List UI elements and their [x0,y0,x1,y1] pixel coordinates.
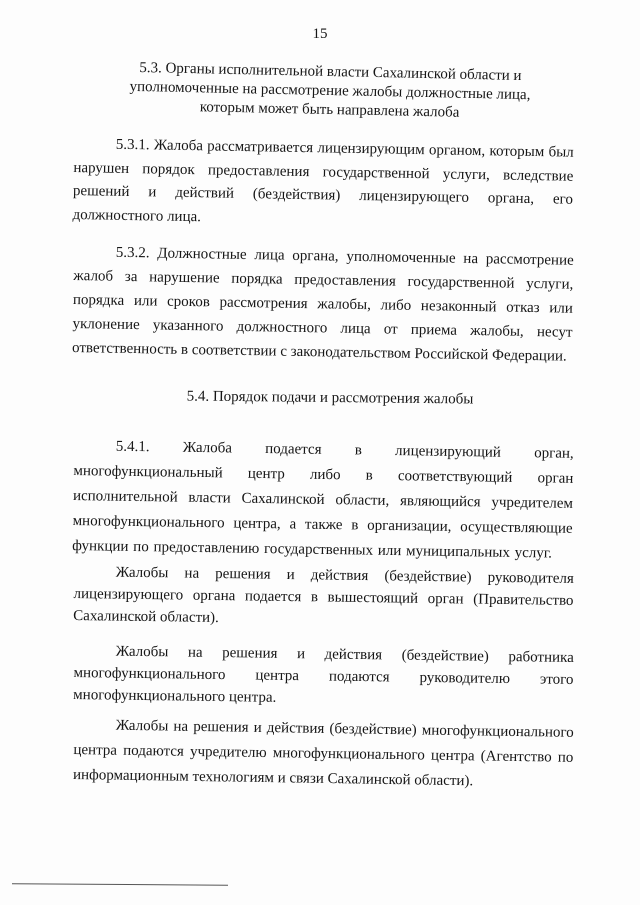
paragraph-5-3-2: 5.3.2. Должностные лица органа, уполномоченные на рассмотрение жалоб за нарушение порядка предоставления государственной услуги, порядка или сроков рассмотрения жалобы, либо незаконный отказ или уклонение указанного должностного лица от приема жалобы, несут ответственность в соответствии с законодательством Российской Федерации. [71,244,574,365]
paragraph-complaint-head: Жалобы на решения и действия (бездействие) руководителя лицензирующего органа подается в вышестоящий орган (Правительство Сахалинской области). [73,564,574,627]
paragraph-complaint-employee: Жалобы на решения и действия (бездействие) работника многофункционального центра подаются руководителю этого многофункционального центра. [73,643,574,706]
section-5-3-heading: 5.3. Органы исполнительной власти Сахалинской области и уполномоченные на рассмотрение жалобы должностные лица, которым может быть направлена жалоба [129,60,531,121]
paragraph-5-3-1: 5.3.1. Жалоба рассматривается лицензирующим органом, которым был нарушен порядок предоставления государственной услуги, вследствие решений и действий (бездействия) лицензирующего органа, его должностного лица. [72,136,574,225]
page-number: 15 [312,26,328,42]
paragraph-complaint-center: Жалобы на решения и действия (бездействие) многофункционального центра подаются учредителю многофункционального центра (Агентство по информационным технологиям и связи Сахалинской области). [72,717,574,790]
section-5-4-heading: 5.4. Порядок подачи и рассмотрения жалобы [186,388,474,408]
footnote-divider [12,883,228,886]
paragraph-5-4-1: 5.4.1. Жалоба подается в лицензирующий орган, многофункциональный центр либо в соответствующий орган исполнительной власти Сахалинской области, являющийся учредителем многофункционального центра, а также в организации, осуществляющие функции по предоставлению государственных или муниципальных услуг. [72,438,574,562]
